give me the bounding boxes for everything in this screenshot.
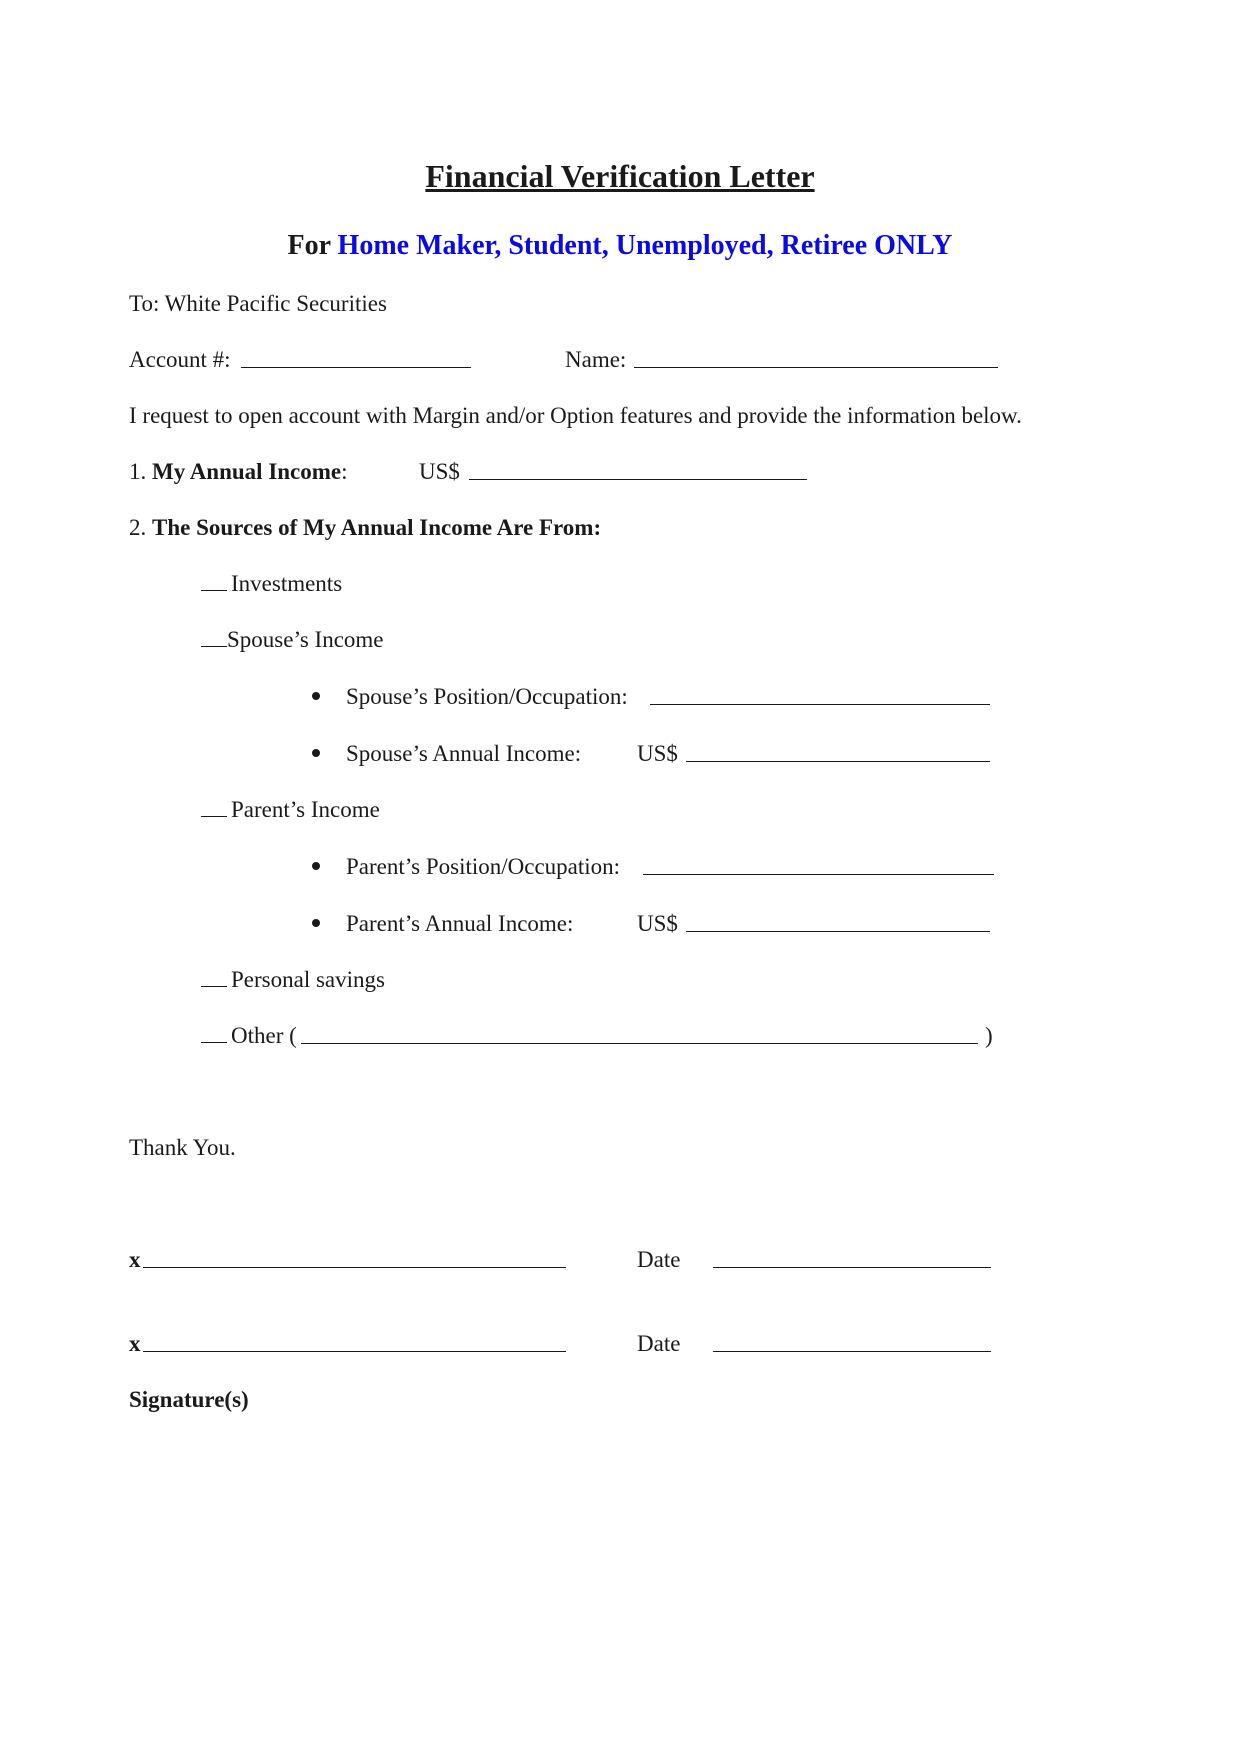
subtitle-highlight: Home Maker, Student, Unemployed, Retiree ONLY — [337, 230, 953, 261]
bullet-icon — [312, 919, 320, 927]
investments-label: Investments — [231, 571, 343, 596]
signature-line-1[interactable] — [143, 1267, 566, 1268]
item1-label: My Annual Income — [152, 459, 342, 484]
document-subtitle — [0, 229, 1240, 263]
spouse-income-label: Spouse’s Income — [227, 627, 384, 652]
name-label: Name: — [565, 347, 627, 372]
source-spouse-income — [201, 626, 384, 654]
request-text: I request to open account with Margin and/or Option features and provide the information below. — [129, 403, 1022, 428]
bullet-icon — [312, 692, 320, 700]
signature-line-2[interactable] — [143, 1351, 566, 1352]
source-other — [201, 1022, 297, 1050]
annual-income-field[interactable] — [469, 479, 807, 480]
date-field-2[interactable] — [713, 1351, 991, 1352]
other-checkbox-blank[interactable] — [201, 1024, 227, 1043]
parent-annual-currency: US$ — [637, 911, 678, 936]
parent-annual-field[interactable] — [686, 931, 990, 932]
account-number-field[interactable] — [241, 367, 471, 368]
parent-position-label: Parent’s Position/Occupation: — [346, 854, 621, 879]
date-field-1[interactable] — [713, 1267, 991, 1268]
item2-label: The Sources of My Annual Income Are From: — [152, 515, 602, 540]
source-parent-income — [201, 796, 380, 824]
spouse-annual-currency: US$ — [637, 741, 678, 766]
annual-income-item — [129, 458, 348, 486]
item2-number: 2. — [129, 515, 147, 540]
bullet-icon — [312, 749, 320, 757]
spouse-position-label: Spouse’s Position/Occupation: — [346, 684, 628, 709]
spouse-annual-field[interactable] — [686, 761, 990, 762]
parent-annual-label: Parent’s Annual Income: — [346, 911, 574, 936]
document-title: Financial Verification Letter — [425, 158, 815, 194]
spouse-annual-label: Spouse’s Annual Income: — [346, 741, 582, 766]
spouse-position-field[interactable] — [650, 704, 990, 705]
other-field[interactable] — [301, 1043, 978, 1044]
source-investments — [201, 570, 342, 598]
closing-thank-you: Thank You. — [129, 1135, 236, 1160]
parent-income-label: Parent’s Income — [231, 797, 380, 822]
spouse-income-checkbox-blank[interactable] — [201, 628, 227, 647]
name-field[interactable] — [634, 367, 998, 368]
income-sources-heading — [129, 514, 601, 542]
other-label: Other ( — [231, 1023, 297, 1048]
bullet-icon — [312, 862, 320, 870]
personal-savings-label: Personal savings — [231, 967, 385, 992]
date-label-1: Date — [637, 1247, 681, 1272]
subtitle-prefix: For — [287, 230, 331, 261]
source-personal-savings — [201, 966, 385, 994]
recipient-line: To: White Pacific Securities — [129, 291, 387, 316]
signature-x-mark: x — [129, 1247, 141, 1272]
item1-colon: : — [341, 459, 348, 484]
savings-checkbox-blank[interactable] — [201, 968, 227, 987]
annual-income-currency: US$ — [419, 459, 460, 484]
other-close-paren: ) — [985, 1023, 993, 1048]
parent-income-checkbox-blank[interactable] — [201, 798, 227, 817]
investments-checkbox-blank[interactable] — [201, 572, 227, 591]
account-label: Account #: — [129, 347, 231, 372]
signatures-caption: Signature(s) — [129, 1387, 249, 1412]
signature-x-mark: x — [129, 1331, 141, 1356]
item1-number: 1. — [129, 459, 147, 484]
parent-position-field[interactable] — [643, 874, 994, 875]
date-label-2: Date — [637, 1331, 681, 1356]
